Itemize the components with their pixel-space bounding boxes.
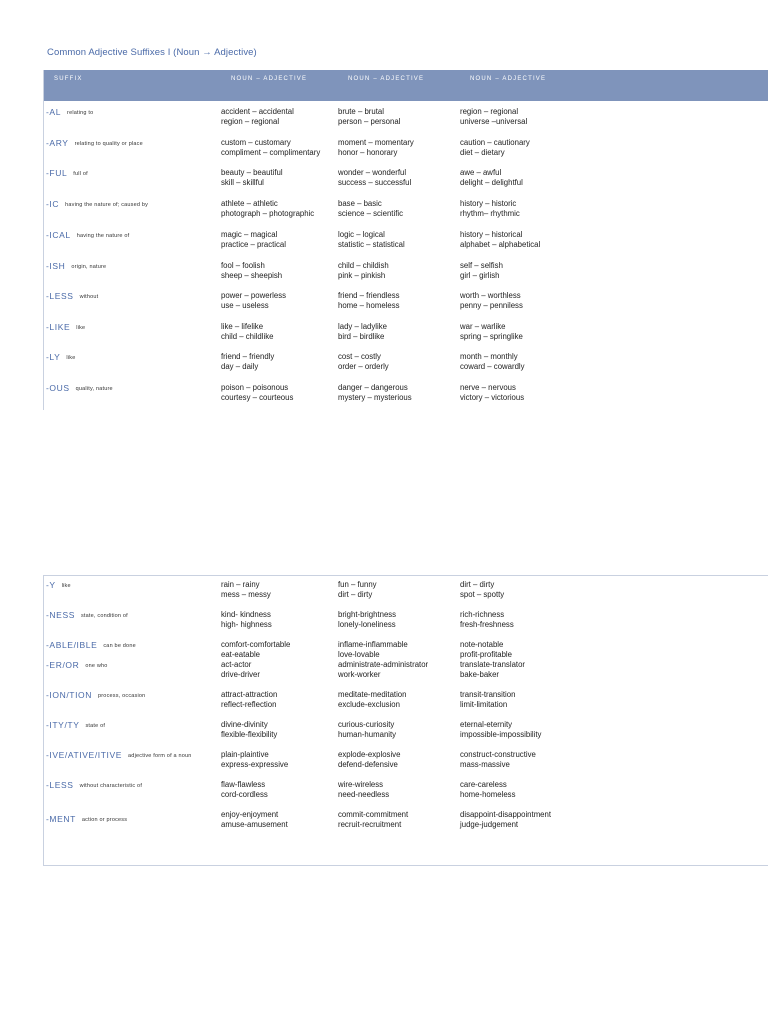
example-pair: defend-defensive [338,760,398,769]
suffix-label [46,383,113,393]
suffix-label [46,168,88,178]
suffix-label [46,199,148,209]
example-pair: brute – brutal [338,107,384,116]
suffix-table-2 [43,575,768,866]
example-pair: rich-richness [460,610,505,619]
example-pair: explode-explosive [338,750,401,759]
example-pair: love-lovable [338,650,380,659]
example-pair: child – childish [338,261,389,270]
example-pair: cost – costly [338,352,381,361]
example-pair: friend – friendly [221,352,275,361]
example-cell-3 [460,780,515,800]
example-pair: diet – dietary [460,148,505,157]
example-pair: mess – messy [221,590,271,599]
example-cell-2 [338,261,389,281]
example-pair: history – historical [460,230,523,239]
example-pair: translate-translator [460,660,526,669]
example-pair: bright-brightness [338,610,397,619]
example-cell-1 [221,640,290,660]
example-cell-2 [338,610,396,630]
example-pair: curious-curiosity [338,720,395,729]
example-cell-3 [460,660,525,680]
suffix-label [46,138,143,148]
example-cell-2 [338,780,389,800]
suffix-label [46,780,142,790]
example-pair: work-worker [338,670,381,679]
example-cell-1 [221,720,277,740]
example-pair: express-expressive [221,760,289,769]
example-pair: fool – foolish [221,261,265,270]
example-pair: attract-attraction [221,690,278,699]
suffix-text: -NESS [46,610,75,620]
suffix-meaning: relating to [67,110,94,116]
example-cell-3 [460,291,523,311]
example-cell-3 [460,168,523,188]
example-pair: enjoy-enjoyment [221,810,279,819]
example-pair: dirt – dirty [460,580,495,589]
example-pair: friend – friendless [338,291,400,300]
example-pair: home-homeless [460,790,516,799]
header-col-1: NOUN – ADJECTIVE [231,76,308,82]
suffix-label [46,720,105,730]
example-pair: home – homeless [338,301,400,310]
suffix-label [46,352,75,362]
suffix-text: -LY [46,352,61,362]
example-pair: spring – springlike [460,332,523,341]
example-cell-3 [460,352,525,372]
example-pair: custom – customary [221,138,291,147]
page-title: Common Adjective Suffixes I (Noun → Adjective) [47,47,257,58]
suffix-label [46,291,98,301]
example-pair: day – daily [221,362,259,371]
example-pair: limit-limitation [460,700,508,709]
example-cell-3 [460,640,512,660]
example-cell-2 [338,199,403,219]
example-pair: like – lifelike [221,322,264,331]
header-col-3: NOUN – ADJECTIVE [470,76,547,82]
suffix-label [46,814,127,824]
example-cell-1 [221,138,320,158]
example-cell-2 [338,168,411,188]
example-pair: wonder – wonderful [338,168,407,177]
example-pair: recruit-recruitment [338,820,402,829]
example-pair: skill – skillful [221,178,264,187]
suffix-text: -ION/TION [46,690,93,700]
example-pair: science – scientific [338,209,404,218]
example-cell-2 [338,107,400,127]
example-pair: bird – birdlike [338,332,385,341]
suffix-text: -ABLE/IBLE [46,640,98,650]
suffix-meaning: having the nature of; caused by [65,202,149,208]
header-col-2: NOUN – ADJECTIVE [348,76,425,82]
example-cell-3 [460,750,536,770]
example-pair: region – regional [221,117,280,126]
example-cell-1 [221,230,286,250]
example-pair: success – successful [338,178,412,187]
example-pair: plain-plaintive [221,750,269,759]
example-pair: drive-driver [221,670,260,679]
example-pair: moment – momentary [338,138,414,147]
example-pair: wire-wireless [338,780,384,789]
suffix-text: -ARY [46,138,69,148]
example-cell-3 [460,107,527,127]
suffix-meaning: quality, nature [75,386,113,392]
suffix-table-1 [43,70,768,410]
suffix-text: -MENT [46,814,76,824]
example-pair: order – orderly [338,362,389,371]
example-pair: profit-profitable [460,650,513,659]
example-pair: magic – magical [221,230,278,239]
example-cell-2 [338,322,387,342]
suffix-meaning: having the nature of [76,233,130,239]
example-pair: care-careless [460,780,507,789]
example-pair: eternal-eternity [460,720,513,729]
example-pair: self – selfish [460,261,503,270]
suffix-label [46,640,136,650]
example-pair: use – useless [221,301,269,310]
example-cell-3 [460,138,530,158]
example-pair: rain – rainy [221,580,260,589]
example-cell-1 [221,352,274,372]
example-cell-1 [221,383,293,403]
example-pair: statistic – statistical [338,240,405,249]
suffix-label [46,660,108,670]
example-cell-1 [221,780,268,800]
example-pair: honor – honorary [338,148,398,157]
example-cell-2 [338,580,377,600]
suffix-meaning: like [61,583,71,589]
example-pair: high- highness [221,620,272,629]
suffix-meaning: origin, nature [71,264,107,270]
example-pair: amuse-amusement [221,820,288,829]
suffix-text: -AL [46,107,62,117]
example-cell-1 [221,322,273,342]
example-cell-3 [460,383,524,403]
example-cell-2 [338,640,408,660]
example-pair: danger – dangerous [338,383,408,392]
example-pair: divine-divinity [221,720,268,729]
example-pair: sheep – sheepish [221,271,283,280]
example-pair: mass-massive [460,760,510,769]
example-pair: kind- kindness [221,610,271,619]
table-header [44,70,768,101]
example-cell-1 [221,810,288,830]
example-pair: flexible-flexibility [221,730,278,739]
example-pair: disappoint-disappointment [460,810,552,819]
suffix-label [46,322,85,332]
suffix-meaning: state of [85,723,106,729]
example-pair: war – warlike [460,322,506,331]
example-pair: act-actor [221,660,252,669]
suffix-meaning: like [66,355,76,361]
example-cell-1 [221,199,314,219]
suffix-text: -IVE/ATIVE/ITIVE [46,750,123,760]
suffix-label [46,690,145,700]
suffix-text: -ER/OR [46,660,80,670]
example-cell-1 [221,291,286,311]
example-cell-1 [221,750,288,770]
example-pair: meditate-meditation [338,690,407,699]
example-cell-3 [460,720,541,740]
example-pair: month – monthly [460,352,518,361]
example-pair: person – personal [338,117,401,126]
suffix-text: -LESS [46,291,74,301]
example-cell-1 [221,580,271,600]
suffix-meaning: without characteristic of [79,783,143,789]
example-cell-2 [338,291,400,311]
example-pair: lonely-loneliness [338,620,396,629]
example-pair: cord-cordless [221,790,268,799]
example-pair: reflect-reflection [221,700,277,709]
example-pair: rhythm– rhythmic [460,209,520,218]
example-cell-2 [338,660,428,680]
example-pair: penny – penniless [460,301,523,310]
example-cell-1 [221,690,277,710]
suffix-text: -OUS [46,383,70,393]
example-cell-3 [460,690,515,710]
suffix-meaning: relating to quality or place [74,141,143,147]
example-cell-1 [221,107,294,127]
example-pair: bake-baker [460,670,500,679]
example-cell-1 [221,261,282,281]
example-pair: compliment – complimentary [221,148,321,157]
example-cell-3 [460,199,520,219]
example-cell-3 [460,230,540,250]
example-pair: pink – pinkish [338,271,386,280]
example-cell-2 [338,138,414,158]
example-pair: beauty – beautiful [221,168,283,177]
example-pair: construct-constructive [460,750,536,759]
example-pair: nerve – nervous [460,383,516,392]
example-pair: judge-judgement [460,820,519,829]
example-pair: spot – spotty [460,590,505,599]
example-cell-2 [338,750,400,770]
suffix-meaning: full of [73,171,88,177]
example-pair: administrate-administrator [338,660,429,669]
suffix-text: -FUL [46,168,68,178]
example-pair: logic – logical [338,230,385,239]
suffix-text: -LIKE [46,322,71,332]
suffix-text: -ICAL [46,230,71,240]
suffix-meaning: action or process [81,817,128,823]
example-pair: flaw-flawless [221,780,266,789]
example-pair: fresh-freshness [460,620,514,629]
example-pair: delight – delightful [460,178,523,187]
example-pair: region – regional [460,107,519,116]
suffix-text: -LESS [46,780,74,790]
example-pair: history – historic [460,199,517,208]
example-cell-2 [338,720,396,740]
example-pair: girl – girlish [460,271,500,280]
example-cell-3 [460,810,551,830]
example-pair: worth – worthless [460,291,521,300]
suffix-label [46,580,71,590]
suffix-meaning: adjective form of a noun [128,753,192,759]
example-pair: inflame-inflammable [338,640,408,649]
suffix-meaning: without [79,294,99,300]
example-pair: caution – cautionary [460,138,530,147]
example-pair: human-humanity [338,730,397,739]
example-pair: impossible-impossibility [460,730,542,739]
suffix-label [46,610,128,620]
suffix-text: -IC [46,199,60,209]
example-cell-3 [460,580,504,600]
example-cell-3 [460,322,523,342]
example-pair: note-notable [460,640,504,649]
example-pair: athlete – athletic [221,199,278,208]
example-cell-3 [460,610,514,630]
example-pair: alphabet – alphabetical [460,240,541,249]
example-cell-2 [338,690,406,710]
example-pair: lady – ladylike [338,322,387,331]
example-cell-1 [221,168,283,188]
example-pair: victory – victorious [460,393,525,402]
example-cell-2 [338,352,389,372]
example-pair: dirt – dirty [338,590,373,599]
example-pair: courtesy – courteous [221,393,294,402]
example-pair: mystery – mysterious [338,393,412,402]
suffix-label [46,261,106,271]
suffix-meaning: one who [85,663,108,669]
suffix-label [46,230,129,240]
example-pair: coward – cowardly [460,362,525,371]
example-pair: commit-commitment [338,810,409,819]
example-cell-1 [221,610,272,630]
suffix-meaning: can be done [103,643,136,649]
example-pair: power – powerless [221,291,287,300]
example-pair: awe – awful [460,168,502,177]
example-cell-3 [460,261,503,281]
example-pair: fun – funny [338,580,377,589]
example-pair: poison – poisonous [221,383,289,392]
example-pair: eat-eatable [221,650,261,659]
suffix-text: -ISH [46,261,66,271]
suffix-label [46,750,192,760]
example-cell-2 [338,230,405,250]
example-pair: transit-transition [460,690,516,699]
header-suffix: SUFFIX [54,76,83,82]
example-cell-1 [221,660,260,680]
suffix-meaning: state, condition of [80,613,128,619]
example-pair: accident – accidental [221,107,294,116]
suffix-text: -ITY/TY [46,720,80,730]
suffix-meaning: like [76,325,86,331]
example-pair: comfort-comfortable [221,640,291,649]
example-cell-2 [338,810,408,830]
example-pair: photograph – photographic [221,209,315,218]
example-pair: universe –universal [460,117,528,126]
example-pair: need-needless [338,790,390,799]
example-cell-2 [338,383,412,403]
example-pair: practice – practical [221,240,287,249]
suffix-text: -Y [46,580,56,590]
example-pair: child – childlike [221,332,274,341]
suffix-meaning: process, occasion [98,693,146,699]
example-pair: base – basic [338,199,382,208]
example-pair: exclude-exclusion [338,700,400,709]
suffix-label [46,107,93,117]
